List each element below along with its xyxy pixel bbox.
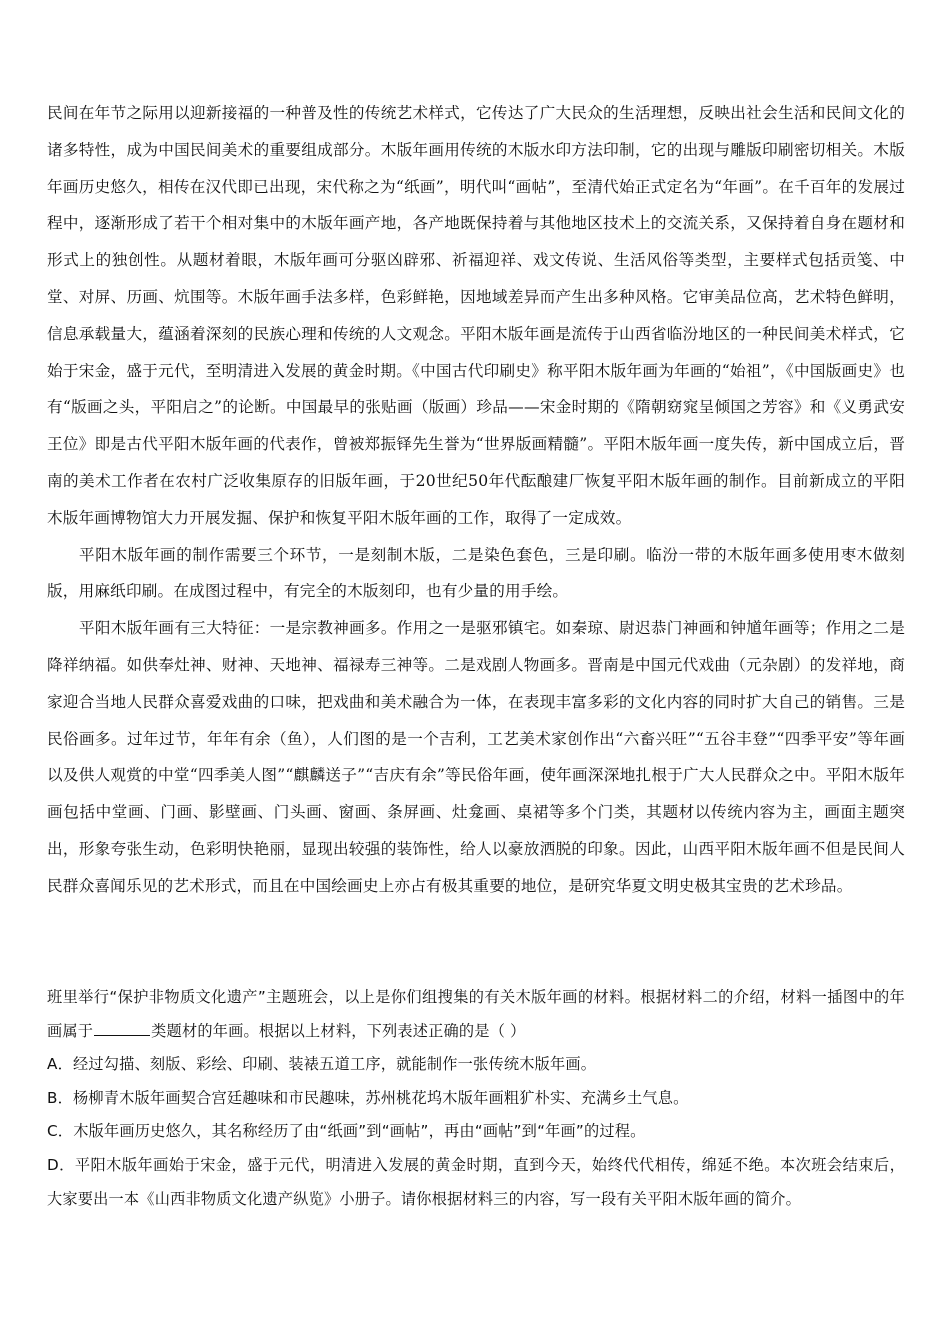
- material-paragraph-intro: 民间在年节之际用以迎新接福的一种普及性的传统艺术样式，它传达了广大民众的生活理想，反映出社会生活和民间文化的诸多特性，成为中国民间美术的重要组成部分。木版年画用传统的木版水印方法印制，它的出现与雕版印刷密切相关。木版年画历史悠久，相传在汉代即已出现，宋代称之为“纸画”，明代叫“画帖”，至清代始正式定名为“年画”。在千百年的发展过程中，逐渐形成了若干个相对集中的木版年画产地，各产地既保持着与其他地区技术上的交流关系，又保持着自身在题材和形式上的独创性。从题材着眼，木版年画可分驱凶辟邪、祈福迎祥、戏文传说、生活风俗等类型，主要样式包括贡笺、中堂、对屏、历画、炕围等。木版年画手法多样，色彩鲜艳，因地域差异而产生出多种风格。它审美品位高，艺术特色鲜明，信息承载量大，蕴涵着深刻的民族心理和传统的人文观念。平阳木版年画是流传于山西省临汾地区的一种民间美术样式，它始于宋金，盛于元代，至明清进入发展的黄金时期。《中国古代印刷史》称平阳木版年画为年画的“始祖”，《中国版画史》也有“版画之头，平阳启之”的论断。中国最早的张贴画（版画）珍品——宋金时期的《隋朝窈窕呈倾国之芳容》和《义勇武安王位》即是古代平阳木版年画的代表作，曾被郑振铎先生誉为“世界版画精髓”。平阳木版年画一度失传，新中国成立后，晋南的美术工作者在农村广泛收集原存的旧版年画，于20世纪50年代酝酿建厂恢复平阳木版年画的制作。目前新成立的平阳木版年画博物馆大力开展发掘、保护和恢复平阳木版年画的工作，取得了一定成效。: [47, 104, 905, 527]
- option-d: D．平阳木版年画始于宋金，盛于元代，明清进入发展的黄金时期，直到今天，始终代代相传，绵延不绝。本次班会结束后，大家要出一本《山西非物质文化遗产纵览》小册子。请你根据材料三的内容，写一段有关平阳木版年画的简介。: [47, 1155, 905, 1208]
- material-paragraph-process: 平阳木版年画的制作需要三个环节，一是刻制木版，二是染色套色，三是印刷。临汾一带的木版年画多使用枣木做刻版，用麻纸印刷。在成图过程中，有完全的木版刻印，也有少量的用手绘。: [47, 545, 905, 601]
- question-stem-part1: 班里举行“保护非物质文化遗产”主题班会，以上是你们组搜集的有关木版年画的材料。根据材料二的介绍，材料一插图中的年画属于: [47, 988, 905, 1040]
- option-a: A．经过勾描、刻版、彩绘、印刷、装裱五道工序，就能制作一张传统木版年画。: [47, 1055, 597, 1074]
- answer-blank[interactable]: [94, 1019, 150, 1036]
- reading-material: [47, 95, 905, 905]
- option-c: C．木版年画历史悠久，其名称经历了由“纸画”到“画帖”，再由“画帖”到“年画”的过程。: [47, 1122, 646, 1141]
- material-paragraph-features: 平阳木版年画有三大特征：一是宗教神画多。作用之一是驱邪镇宅。如秦琼、尉迟恭门神画和钟馗年画等；作用之二是降祥纳福。如供奉灶神、财神、天地神、福禄寿三神等。二是戏剧人物画多。晋南是中国元代戏曲（元杂剧）的发祥地，商家迎合当地人民群众喜爱戏曲的口味，把戏曲和美术融合为一体，在表现丰富多彩的文化内容的同时扩大自己的销售。三是民俗画多。过年过节，年年有余（鱼），人们图的是一个吉利，工艺美术家创作出“六畜兴旺”“五谷丰登”“四季平安”等年画以及供人观赏的中堂“四季美人图”“麒麟送子”“吉庆有余”等民俗年画，使年画深深地扎根于广大人民群众之中。平阳木版年画包括中堂画、门画、影壁画、门头画、窗画、条屏画、灶龛画、桌裙等多个门类，其题材以传统内容为主，画面主题突出，形象夸张生动，色彩明快艳丽，显现出较强的装饰性，给人以豪放洒脱的印象。因此，山西平阳木版年画不但是民间人民群众喜闻乐见的艺术形式，而且在中国绘画史上亦占有极其重要的地位，是研究华夏文明史极其宝贵的艺术珍品。: [47, 619, 905, 895]
- question-stem: [47, 981, 905, 1048]
- option-b: B．杨柳青木版年画契合宫廷趣味和市民趣味，苏州桃花坞木版年画粗犷朴实、充满乡土气息。: [47, 1088, 689, 1107]
- question-block: [47, 981, 905, 1216]
- question-stem-part2: 类题材的年画。根据以上材料，下列表述正确的是（ ）: [151, 1021, 526, 1040]
